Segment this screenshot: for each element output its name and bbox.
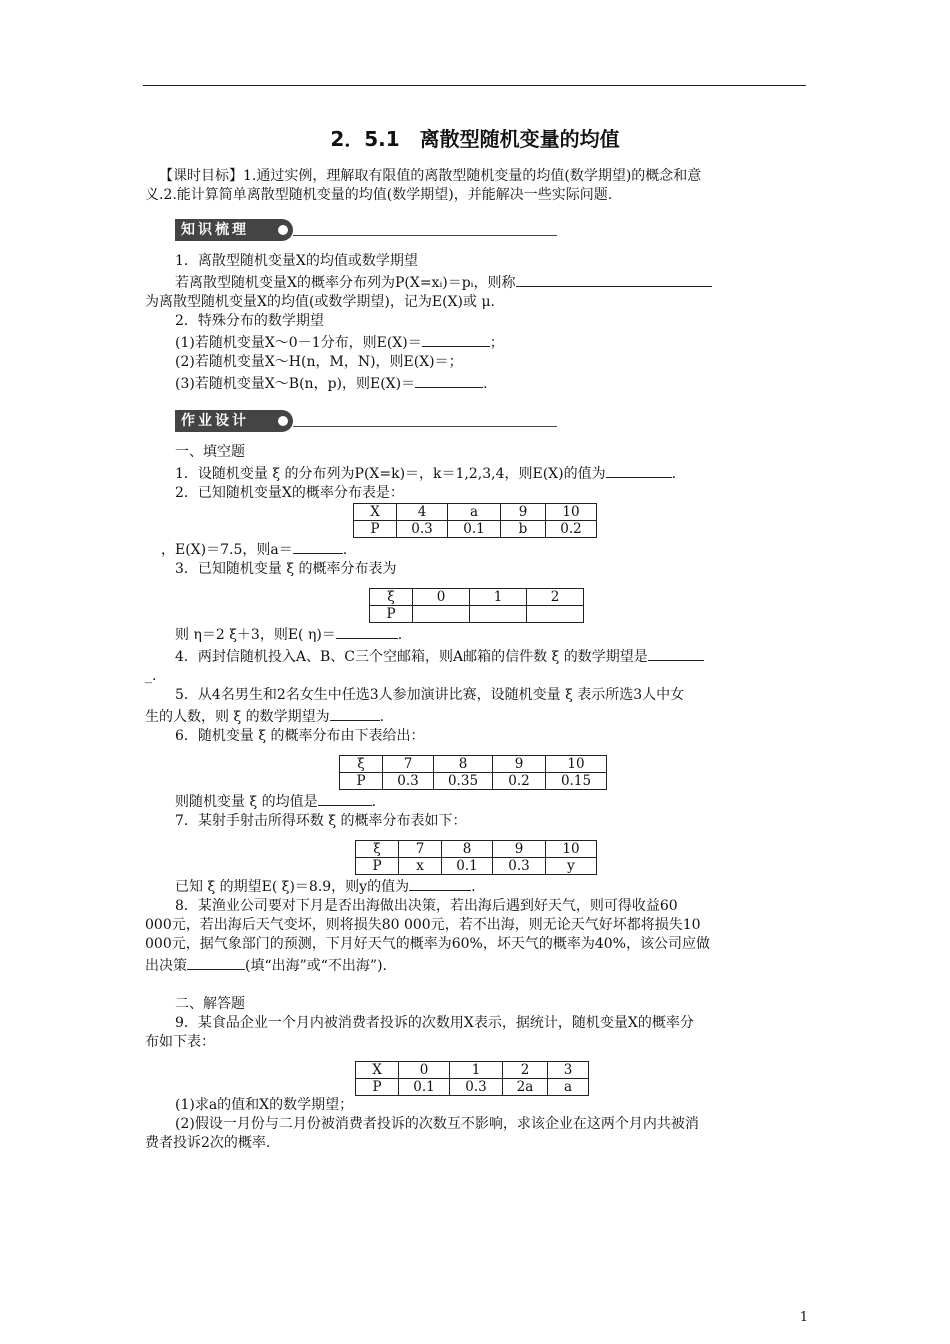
table-cell: x	[399, 858, 442, 875]
q3-table	[369, 588, 584, 623]
document-body	[145, 167, 807, 1153]
table-cell: 1	[450, 1062, 503, 1079]
table-cell	[470, 606, 527, 623]
part2-heading: 二、解答题	[175, 996, 245, 1012]
table-cell: 10	[546, 841, 597, 858]
q8-line-3: 000元，据气象部门的预测，下月好天气的概率为60%，坏天气的概率为40%，该公司应做	[145, 936, 710, 952]
q9-line-1: 9．某食品企业一个月内被消费者投诉的次数用X表示，据统计，随机变量X的概率分	[175, 1015, 694, 1031]
section-homework-label: 作业设计	[181, 413, 249, 429]
table-cell: 0.1	[442, 858, 493, 875]
table-cell: ξ	[370, 589, 413, 606]
bullet-dot-icon	[278, 416, 288, 426]
table-cell: 0	[399, 1062, 450, 1079]
table-cell: P	[370, 606, 413, 623]
section-knowledge-label: 知识梳理	[181, 222, 249, 238]
table-cell: b	[501, 521, 546, 538]
table-cell: 9	[501, 504, 546, 521]
blank-field	[330, 705, 380, 721]
table-row	[340, 773, 607, 790]
goal-line-2: 义.2.能计算简单离散型随机变量的均值(数学期望)，并能解决一些实际问题.	[145, 187, 613, 203]
blank-field	[336, 623, 398, 639]
table-cell: P	[340, 773, 383, 790]
table-cell: P	[356, 858, 399, 875]
table-cell: 1	[470, 589, 527, 606]
table-cell: X	[356, 1062, 399, 1079]
table-cell	[527, 606, 584, 623]
table-cell: 0.35	[434, 773, 493, 790]
table-cell	[413, 606, 470, 623]
q9-line-2: 布如下表：	[145, 1034, 215, 1050]
table-row	[356, 858, 597, 875]
table-cell: 4	[397, 504, 448, 521]
table-row	[354, 504, 597, 521]
table-row	[356, 841, 597, 858]
bullet-dot-icon	[278, 225, 288, 235]
k1-line-1: 若离散型随机变量X的概率分布列为P(X=xᵢ)＝pᵢ，则称	[145, 271, 807, 293]
goal-line-1: 【课时目标】1.通过实例，理解取有限值的离散型随机变量的均值(数学期望)的概念和意	[159, 168, 702, 184]
q7-after: 已知 ξ 的期望E( ξ)＝8.9，则y的值为 .	[145, 875, 807, 897]
blank-field	[415, 372, 483, 388]
table-row	[370, 589, 584, 606]
table-row	[340, 756, 607, 773]
page-title: 2．5.1 离散型随机变量的均值	[330, 127, 620, 151]
table-cell: a	[448, 504, 501, 521]
table-cell: 7	[399, 841, 442, 858]
table-cell: 0.1	[448, 521, 501, 538]
q6-after: 则随机变量 ξ 的均值是 .	[145, 790, 807, 812]
q7-table	[355, 840, 597, 875]
table-cell: y	[546, 858, 597, 875]
table-cell: 0.3	[450, 1079, 503, 1096]
table-cell: 2	[527, 589, 584, 606]
q9-b-line-2: 费者投诉2次的概率.	[145, 1135, 271, 1151]
header-rule	[143, 85, 806, 86]
q3: 3．已知随机变量 ξ 的概率分布表为	[175, 561, 397, 577]
q8-line-1: 8．某渔业公司要对下月是否出海做出决策，若出海后遇到好天气，则可得收益60	[175, 898, 678, 914]
page-number: 1	[799, 1310, 808, 1325]
k1-title: 1．离散型随机变量X的均值或数学期望	[175, 253, 418, 269]
table-cell: 10	[546, 756, 607, 773]
table-cell: 0.1	[399, 1079, 450, 1096]
q5-line-1: 5．从4名男生和2名女生中任选3人参加演讲比赛，设随机变量 ξ 表示所选3人中女	[175, 687, 685, 703]
table-cell: 0.15	[546, 773, 607, 790]
table-cell: 0.3	[397, 521, 448, 538]
q2-table	[353, 503, 597, 538]
q4-line-2: _.	[145, 668, 157, 684]
q3-after: 则 η＝2 ξ＋3，则E( η)＝ .	[145, 623, 807, 645]
blank-field	[409, 875, 471, 891]
section-rule	[293, 426, 557, 427]
blank-field	[648, 645, 704, 661]
table-cell: 7	[383, 756, 434, 773]
table-cell: X	[354, 504, 397, 521]
table-cell: ξ	[356, 841, 399, 858]
q6: 6．随机变量 ξ 的概率分布由下表给出：	[175, 728, 425, 744]
part1-heading: 一、填空题	[175, 444, 245, 460]
q2: 2．已知随机变量X的概率分布表是：	[175, 485, 404, 501]
q9-table	[355, 1061, 589, 1096]
q9-a: (1)求a的值和X的数学期望；	[175, 1097, 354, 1113]
table-cell: 0.3	[383, 773, 434, 790]
blank-field	[422, 331, 490, 347]
table-cell: P	[354, 521, 397, 538]
table-cell: 3	[548, 1062, 589, 1079]
table-cell: 2	[503, 1062, 548, 1079]
k2-title: 2．特殊分布的数学期望	[175, 313, 324, 329]
table-row	[356, 1062, 589, 1079]
table-cell: 10	[546, 504, 597, 521]
table-row	[356, 1079, 589, 1096]
table-row	[354, 521, 597, 538]
q1: 1．设随机变量 ξ 的分布列为P(X=k)＝，k＝1,2,3,4，则E(X)的值为 .	[145, 462, 807, 484]
table-cell: 0.2	[546, 521, 597, 538]
table-cell: 8	[434, 756, 493, 773]
table-cell: 9	[493, 841, 546, 858]
q6-table	[339, 755, 607, 790]
table-cell: 2a	[503, 1079, 548, 1096]
table-cell: 8	[442, 841, 493, 858]
k2-b: (2)若随机变量X～H(n，M，N)，则E(X)＝；	[175, 354, 463, 370]
table-cell: 9	[493, 756, 546, 773]
table-cell: 0.3	[493, 858, 546, 875]
table-cell: 0.2	[493, 773, 546, 790]
blank-field	[293, 538, 343, 554]
blank-field	[516, 271, 712, 287]
table-cell: ξ	[340, 756, 383, 773]
q8-line-2: 000元，若出海后天气变坏，则将损失80 000元，若不出海，则无论天气好坏都将损失10	[145, 917, 701, 933]
k2-a: (1)若随机变量X～0－1分布，则E(X)＝ ；	[145, 331, 807, 353]
q8-line-4: 出决策 (填“出海”或“不出海”).	[145, 954, 807, 976]
table-cell: a	[548, 1079, 589, 1096]
q5-line-2: 生的人数，则 ξ 的数学期望为 .	[145, 705, 807, 727]
blank-field	[187, 954, 245, 970]
q2-after: ，E(X)＝7.5，则a＝ .	[145, 538, 807, 560]
table-row	[370, 606, 584, 623]
q4-line-1: 4．两封信随机投入A、B、C三个空邮箱，则A邮箱的信件数 ξ 的数学期望是	[145, 645, 807, 667]
k2-c: (3)若随机变量X～B(n，p)，则E(X)＝ .	[145, 372, 807, 394]
blank-field	[318, 790, 372, 806]
blank-field	[606, 462, 672, 478]
k1-line-2: 为离散型随机变量X的均值(或数学期望)，记为E(X)或 μ.	[145, 294, 495, 310]
table-cell: 0	[413, 589, 470, 606]
section-knowledge	[175, 219, 807, 241]
q7: 7．某射手射击所得环数 ξ 的概率分布表如下：	[175, 813, 467, 829]
section-homework	[175, 410, 807, 432]
section-rule	[293, 235, 557, 236]
q9-b-line-1: (2)假设一月份与二月份被消费者投诉的次数互不影响，求该企业在这两个月内共被消	[175, 1116, 699, 1132]
table-cell: P	[356, 1079, 399, 1096]
